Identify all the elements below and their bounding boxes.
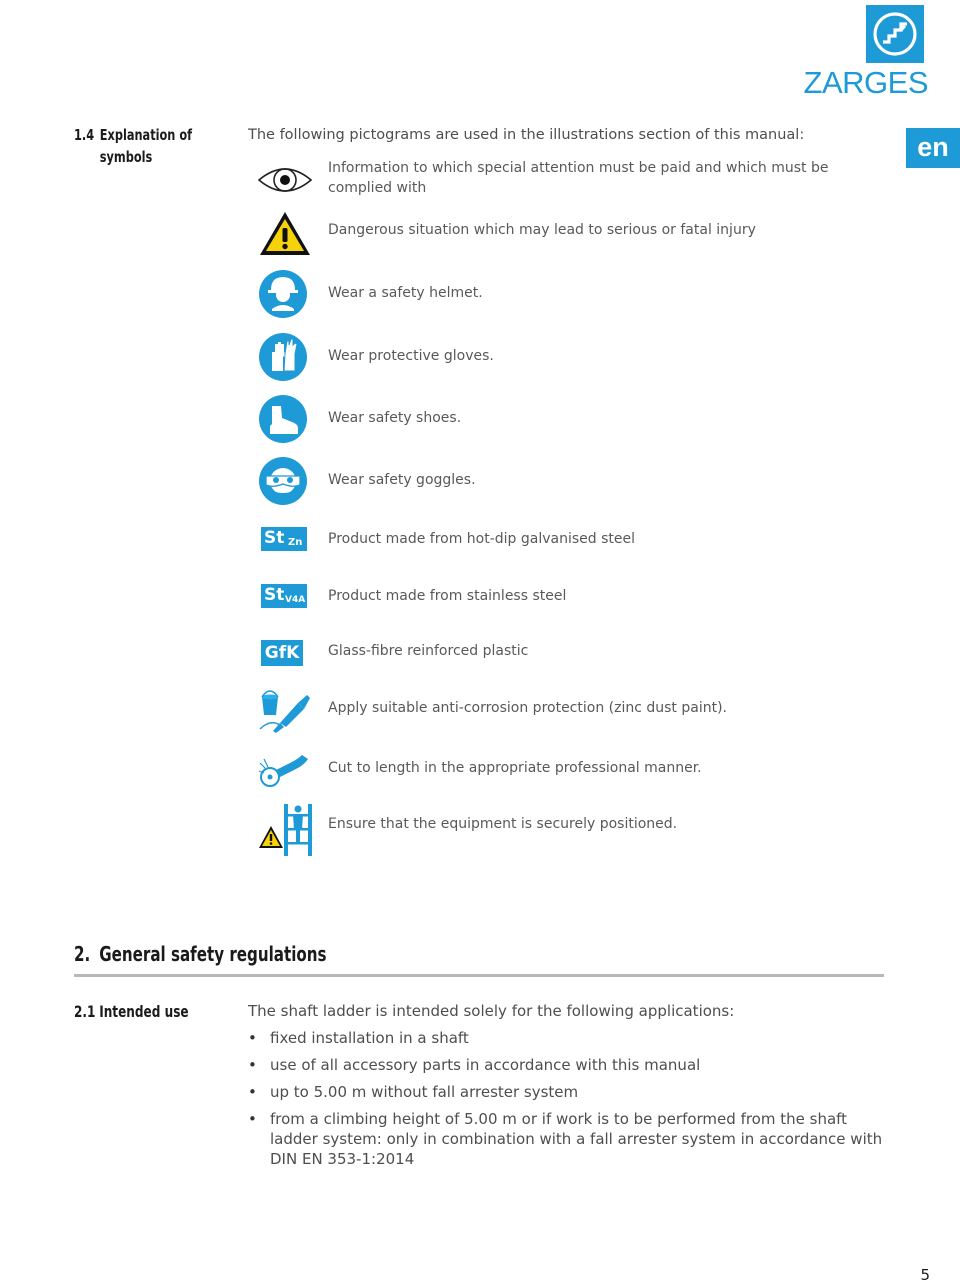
symbol-text-galvanised: Product made from hot-dip galvanised steel <box>328 531 636 547</box>
eye-icon <box>258 152 312 206</box>
section-title-line2: symbols <box>99 148 153 166</box>
st-zn-badge: St Zn <box>261 527 307 551</box>
brand-wordmark: ZARGES <box>803 65 928 100</box>
section-number: 2. <box>74 942 91 966</box>
st-v4a-badge: St V4A <box>261 584 307 608</box>
section-title: Intended use <box>99 1002 189 1021</box>
section-2-heading <box>74 941 343 967</box>
secure-position-warning-icon <box>258 800 318 858</box>
section-1-4-intro: The following pictograms are used in the illustrations section of this manual: <box>248 127 805 143</box>
symbol-text-gfk: Glass-fibre reinforced plastic <box>328 643 529 659</box>
page-number: 5 <box>920 1266 930 1284</box>
symbol-text-shoes: Wear safety shoes. <box>328 410 462 426</box>
language-tab: en <box>906 128 960 168</box>
safety-helmet-icon <box>258 267 312 321</box>
symbol-text-gloves: Wear protective gloves. <box>328 348 494 364</box>
symbol-text-secure: Ensure that the equipment is securely positioned. <box>328 816 678 832</box>
symbol-text-goggles: Wear safety goggles. <box>328 472 476 488</box>
section-2-1-intro: The shaft ladder is intended solely for the following applications: <box>248 1002 735 1020</box>
angle-grinder-icon <box>258 745 312 799</box>
warning-triangle-icon <box>258 208 312 262</box>
safety-goggles-icon <box>258 454 312 508</box>
protective-gloves-icon <box>258 330 312 384</box>
list-item: • from a climbing height of 5.00 m or if work is to be performed from the shaft ladder system: only in combination with a fall arrester system in accordance with DIN EN 353-1:2014 <box>248 1109 888 1169</box>
safety-shoes-icon <box>258 392 312 446</box>
section-title: General safety regulations <box>99 942 327 966</box>
section-2-1-heading <box>74 1001 225 1023</box>
section-title-line1: Explanation of <box>99 126 193 144</box>
symbol-text-danger: Dangerous situation which may lead to serious or fatal injury <box>328 222 756 238</box>
gfk-badge: GfK <box>261 640 303 666</box>
paint-bucket-brush-icon <box>258 685 312 739</box>
list-item: • up to 5.00 m without fall arrester system <box>248 1082 888 1102</box>
divider <box>74 974 884 977</box>
symbol-text-stainless: Product made from stainless steel <box>328 588 567 604</box>
section-number: 1.4 <box>74 126 95 144</box>
symbol-text-corrosion: Apply suitable anti-corrosion protection (zinc dust paint). <box>328 700 727 716</box>
section-1-4-heading <box>74 124 242 168</box>
symbol-text-helmet: Wear a safety helmet. <box>328 285 483 301</box>
intended-use-list <box>248 1028 888 1176</box>
symbol-text-attention: Information to which special attention must be paid and which must be complied with <box>328 160 829 196</box>
list-item: • fixed installation in a shaft <box>248 1028 888 1048</box>
section-number: 2.1 <box>74 1002 96 1021</box>
list-item: • use of all accessory parts in accordance with this manual <box>248 1055 888 1075</box>
symbol-text-cut: Cut to length in the appropriate professional manner. <box>328 760 702 776</box>
zarges-logo-icon <box>866 5 924 63</box>
